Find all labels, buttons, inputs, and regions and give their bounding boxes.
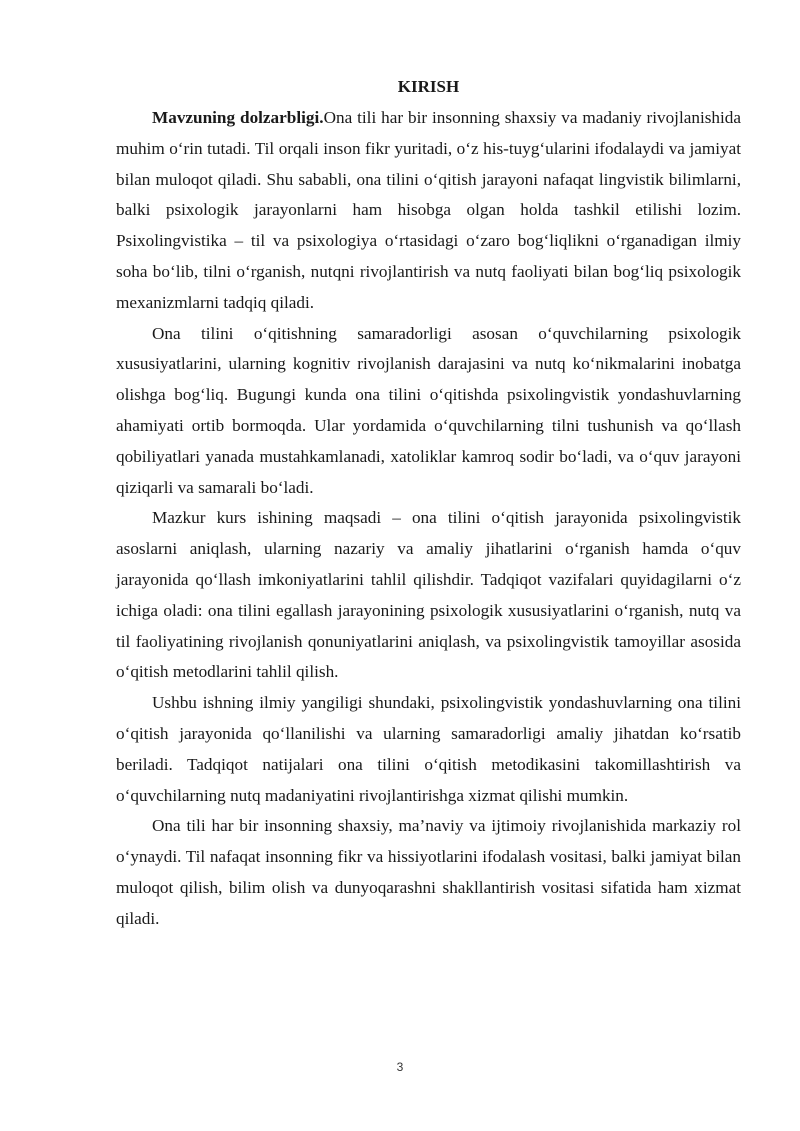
page-number: 3 — [396, 1060, 404, 1074]
paragraph-intro-text: Ona tili har bir insonning shaxsiy va madaniy rivojlanishida muhim o‘rin tutadi. Til orqali inson fikr yuritadi, o‘z his-tuyg‘ularini ifodalaydi va jamiyat bilan muloqot qiladi. Shu sababli, ona tilini o‘qitish jarayoni nafaqat lingvistik bilimlarni, balki psixologik jarayonlarni ham hisobga olgan holda tashkil etilishi lozim. Psixolingvistika – til va psixologiya o‘rtasidagi o‘zaro bog‘liqlikni o‘rganadigan ilmiy soha bo‘lib, tilni o‘rganish, nutqni rivojlantirish va nutq faoliyati bilan bog‘liq psixologik mexanizmlarni tadqiq qiladi. — [116, 108, 741, 312]
paragraph-5: Ona tili har bir insonning shaxsiy, ma’naviy va ijtimoiy rivojlanishida markaziy rol o‘ynaydi. Til nafaqat insonning fikr va hissiyotlarini ifodalash vositasi, balki jamiyat bilan muloqot qilish, bilim olish va dunyoqarashni shakllantirish vositasi sifatida ham xizmat qiladi. — [116, 816, 741, 928]
paragraph-4: Ushbu ishning ilmiy yangiligi shundaki, psixolingvistik yondashuvlarning ona tilini o‘qitish jarayonida qo‘llanilishi va ularning samaradorligi amaliy jihatdan ko‘rsatib beriladi. Tadqiqot natijalari ona tilini o‘qitish metodikasini takomillashtirish va o‘quvchilarning nutq madaniyatini rivojlantirishga xizmat qilishi mumkin. — [116, 693, 741, 805]
document-page — [116, 76, 741, 935]
paragraph-3: Mazkur kurs ishining maqsadi – ona tilini o‘qitish jarayonida psixolingvistik asoslarni aniqlash, ularning nazariy va amaliy jihatlarini o‘rganish hamda o‘quv jarayonida qo‘llash imkoniyatlarini tahlil qilishdir. Tadqiqot vazifalari quyidagilarni o‘z ichiga oladi: ona tilini egallash jarayonining psixologik xususiyatlarini o‘rganish, nutq va til faoliyatining rivojlanish qonuniyatlarini aniqlash, va psixolingvistik tamoyillar asosida o‘qitish metodlarini tahlil qilish. — [116, 508, 741, 682]
paragraph-2: Ona tilini o‘qitishning samaradorligi asosan o‘quvchilarning psixologik xususiyatlarini, ularning kognitiv rivojlanish darajasini va nutq ko‘nikmalarini inobatga olishga bog‘liq. Bugungi kunda ona tilini o‘qitishda psixolingvistik yondashuvlarning ahamiyati ortib bormoqda. Ular yordamida o‘quvchilarning tilni tushunish va qo‘llash qobiliyatlari yanada mustahkamlanadi, xatoliklar kamroq sodir bo‘ladi, va o‘quv jarayoni qiziqarli va samarali bo‘ladi. — [116, 323, 741, 497]
section-heading: KIRISH — [397, 77, 460, 96]
paragraph-intro — [116, 103, 741, 319]
paragraph-lead: Mavzuning dolzarbligi. — [152, 108, 324, 127]
